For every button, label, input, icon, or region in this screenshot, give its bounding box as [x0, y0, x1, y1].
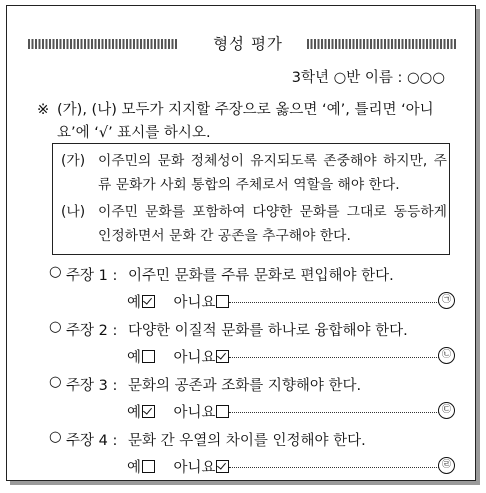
left-title-stripe — [28, 39, 178, 49]
answer-row-2 — [127, 346, 229, 367]
yes-label: 예 — [127, 350, 142, 366]
reference-mark: ※ — [37, 102, 50, 118]
answer-marker: ㉡ — [438, 347, 455, 364]
no-checkbox[interactable] — [216, 460, 229, 473]
no-label: 아니요 — [173, 350, 216, 366]
yes-label: 예 — [127, 405, 142, 421]
no-label: 아니요 — [173, 295, 216, 311]
claim-text: 이주민의 문화 정체성이 유지되도록 존중해야 하지만, 주류 문화가 사회 통합의 주체로서 역할을 해야 한다. — [98, 153, 447, 193]
instruction-text: (가), (나) 모두가 지지할 주장으로 옳으면 ‘예’, 틀리면 ‘아니요’에 ‘√’ 표시를 하시오. — [57, 102, 434, 141]
claim-label: (가) — [61, 153, 86, 169]
no-checkbox[interactable] — [216, 295, 229, 308]
question-statement: 다양한 이질적 문화를 하나로 융합해야 한다. — [128, 323, 408, 339]
dotted-leader — [229, 467, 439, 468]
question-statement: 이주민 문화를 주류 문화로 편입해야 한다. — [128, 268, 394, 284]
bullet: ○ — [49, 429, 62, 445]
worksheet-frame — [6, 5, 476, 481]
dotted-leader — [229, 357, 439, 358]
question-head: 주장 1 : — [66, 268, 118, 284]
answer-row-1 — [127, 291, 229, 312]
no-label: 아니요 — [173, 405, 216, 421]
dotted-leader — [229, 302, 439, 303]
yes-checkbox[interactable] — [142, 350, 155, 363]
page-title: 형성 평가 — [213, 35, 283, 53]
question-statement: 문화 간 우열의 차이를 인정해야 한다. — [128, 433, 366, 449]
no-checkbox[interactable] — [216, 350, 229, 363]
answer-marker: ㉢ — [438, 402, 455, 419]
bullet: ○ — [49, 374, 62, 390]
instruction — [37, 99, 457, 145]
claim-na — [61, 201, 447, 248]
dotted-leader — [229, 412, 439, 413]
answer-marker: ㉠ — [438, 292, 455, 309]
question-statement: 문화의 공존과 조화를 지향해야 한다. — [128, 378, 362, 394]
bullet: ○ — [49, 264, 62, 280]
right-title-stripe — [307, 39, 457, 49]
yes-checkbox[interactable] — [142, 405, 155, 418]
question-head: 주장 2 : — [66, 323, 118, 339]
answer-marker: ㉣ — [438, 457, 455, 474]
question-head: 주장 4 : — [66, 433, 118, 449]
student-info: 3학년 ○반 이름 : ○○○ — [291, 70, 445, 86]
yes-label: 예 — [127, 295, 142, 311]
claim-box — [52, 143, 450, 255]
answer-row-4 — [127, 456, 229, 477]
claim-ga — [61, 150, 447, 197]
yes-checkbox[interactable] — [142, 460, 155, 473]
question-head: 주장 3 : — [66, 378, 118, 394]
bullet: ○ — [49, 319, 62, 335]
claim-text: 이주민 문화를 포함하여 다양한 문화를 그대로 동등하게 인정하면서 문화 간 공존을 추구해야 한다. — [98, 204, 447, 244]
no-label: 아니요 — [173, 460, 216, 476]
yes-checkbox[interactable] — [142, 295, 155, 308]
claim-label: (나) — [61, 204, 86, 220]
yes-label: 예 — [127, 460, 142, 476]
answer-row-3 — [127, 401, 229, 422]
no-checkbox[interactable] — [216, 405, 229, 418]
